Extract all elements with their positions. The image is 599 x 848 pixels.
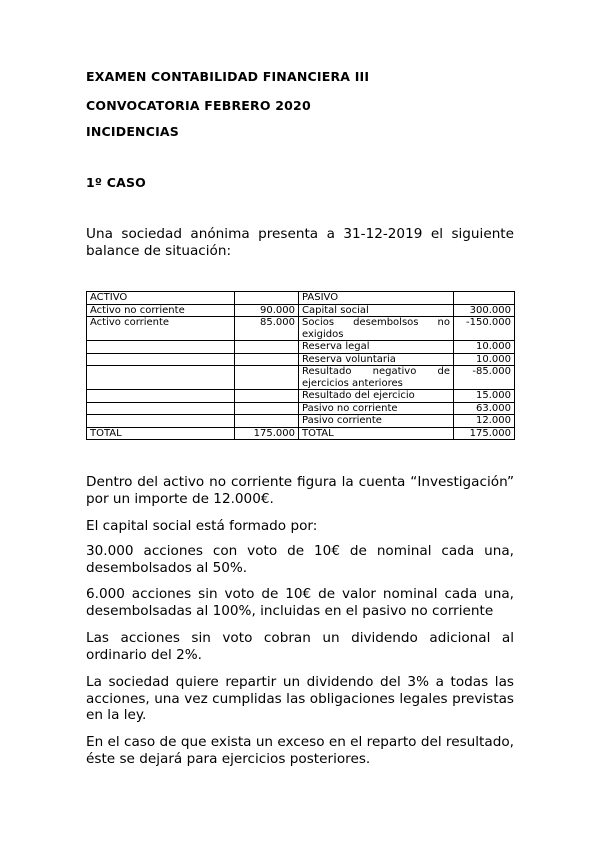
exam-title: EXAMEN CONTABILIDAD FINANCIERA III bbox=[86, 69, 370, 84]
exam-session: CONVOCATORIA FEBRERO 2020 bbox=[86, 98, 311, 113]
pasivo-value: 10.000 bbox=[454, 353, 515, 366]
pasivo-value: 63.000 bbox=[454, 402, 515, 415]
activo-label bbox=[87, 390, 235, 403]
activo-label bbox=[87, 353, 235, 366]
activo-label bbox=[87, 366, 235, 390]
pasivo-value: 10.000 bbox=[454, 341, 515, 354]
pasivo-label: Pasivo corriente bbox=[299, 415, 454, 428]
table-row bbox=[87, 390, 515, 403]
activo-total-label: TOTAL bbox=[87, 427, 235, 440]
activo-value: 85.000 bbox=[235, 317, 299, 341]
activo-total-value: 175.000 bbox=[235, 427, 299, 440]
pasivo-value: 300.000 bbox=[454, 304, 515, 317]
balance-sheet-table bbox=[86, 291, 515, 440]
activo-label: Activo no corriente bbox=[87, 304, 235, 317]
table-row bbox=[87, 304, 515, 317]
table-row bbox=[87, 415, 515, 428]
pasivo-label: Pasivo no corriente bbox=[299, 402, 454, 415]
paragraph: 30.000 acciones con voto de 10€ de nominal cada una, desembolsados al 50%. bbox=[86, 543, 514, 576]
pasivo-value: 15.000 bbox=[454, 390, 515, 403]
intro-paragraph: Una sociedad anónima presenta a 31-12-2019 el siguiente balance de situación: bbox=[86, 226, 514, 259]
pasivo-label: Capital social bbox=[299, 304, 454, 317]
table-row bbox=[87, 366, 515, 390]
pasivo-label: Reserva voluntaria bbox=[299, 353, 454, 366]
activo-label: Activo corriente bbox=[87, 317, 235, 341]
activo-label bbox=[87, 415, 235, 428]
pasivo-value: -85.000 bbox=[454, 366, 515, 390]
table-row bbox=[87, 402, 515, 415]
table-row bbox=[87, 317, 515, 341]
activo-value: 90.000 bbox=[235, 304, 299, 317]
activo-value bbox=[235, 402, 299, 415]
case-title: 1º CASO bbox=[86, 175, 146, 190]
table-total-row bbox=[87, 427, 515, 440]
pasivo-total-label: TOTAL bbox=[299, 427, 454, 440]
table-header-row bbox=[87, 292, 515, 305]
pasivo-total-value: 175.000 bbox=[454, 427, 515, 440]
paragraph: Dentro del activo no corriente figura la cuenta “Investigación” por un importe de 12.000€. bbox=[86, 474, 514, 507]
paragraph: Las acciones sin voto cobran un dividendo adicional al ordinario del 2%. bbox=[86, 630, 514, 663]
paragraph: En el caso de que exista un exceso en el reparto del resultado, éste se dejará para ejercicios posteriores. bbox=[86, 734, 514, 767]
activo-value bbox=[235, 415, 299, 428]
pasivo-label: Reserva legal bbox=[299, 341, 454, 354]
activo-value bbox=[235, 390, 299, 403]
activo-header: ACTIVO bbox=[87, 292, 235, 305]
paragraph: La sociedad quiere repartir un dividendo del 3% a todas las acciones, una vez cumplidas las obligaciones legales previstas en la ley. bbox=[86, 674, 514, 723]
activo-label bbox=[87, 341, 235, 354]
table-row bbox=[87, 341, 515, 354]
activo-value bbox=[235, 353, 299, 366]
pasivo-value: -150.000 bbox=[454, 317, 515, 341]
pasivo-label: Resultado del ejercicio bbox=[299, 390, 454, 403]
pasivo-label: Resultado negativo de ejercicios anteriores bbox=[299, 366, 454, 390]
paragraph: 6.000 acciones sin voto de 10€ de valor nominal cada una, desembolsadas al 100%, incluidas en el pasivo no corriente bbox=[86, 586, 514, 619]
activo-label bbox=[87, 402, 235, 415]
pasivo-header: PASIVO bbox=[299, 292, 454, 305]
pasivo-value: 12.000 bbox=[454, 415, 515, 428]
pasivo-label: Socios desembolsos no exigidos bbox=[299, 317, 454, 341]
section-title: INCIDENCIAS bbox=[86, 124, 180, 139]
activo-value bbox=[235, 366, 299, 390]
paragraph: El capital social está formado por: bbox=[86, 518, 318, 534]
table-row bbox=[87, 353, 515, 366]
activo-value bbox=[235, 341, 299, 354]
